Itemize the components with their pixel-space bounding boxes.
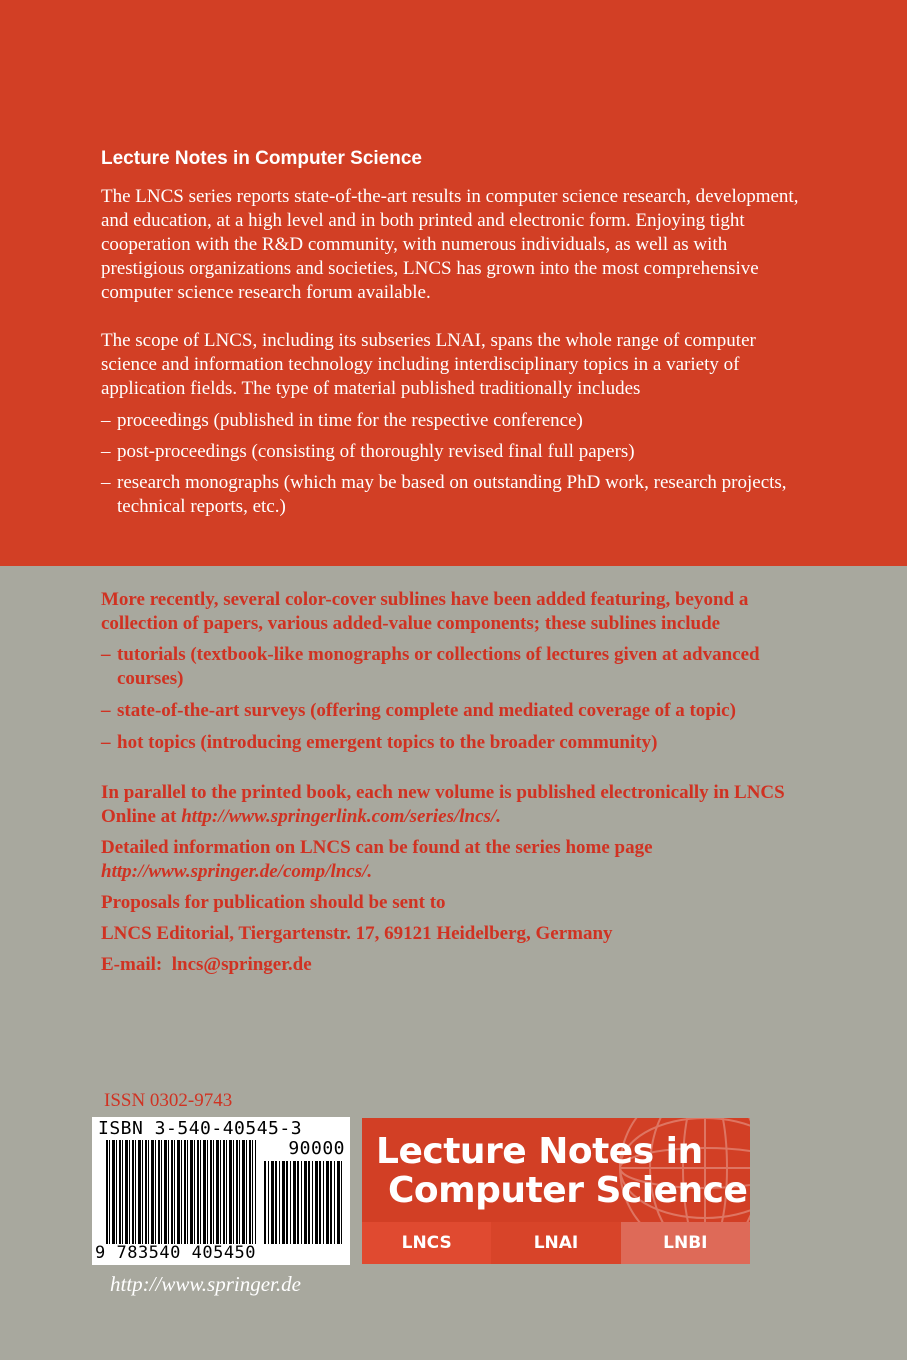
logo-title-line-2: Computer Science	[388, 1170, 748, 1211]
homepage-paragraph: Detailed information on LNCS can be found at the series home page http://www.springer.de/comp/lncs/.	[101, 837, 653, 882]
series-heading: Lecture Notes in Computer Science	[101, 148, 422, 169]
isbn-text: ISBN 3-540-40545-3	[98, 1118, 303, 1139]
logo-label-lncs: LNCS	[362, 1222, 491, 1264]
list-item: – post-proceedings (consisting of thoroughly revised final full papers)	[101, 441, 635, 462]
issn-text: ISSN 0302-9743	[104, 1090, 233, 1111]
logo-label-lnai: LNAI	[491, 1222, 620, 1264]
email-line: E-mail: lncs@springer.de	[101, 954, 312, 975]
logo-title-line-1: Lecture Notes in	[376, 1131, 703, 1172]
material-list	[101, 409, 801, 519]
proposals-text: Proposals for publication should be sent to	[101, 892, 446, 913]
sublines-list	[101, 643, 801, 755]
price-addon-text: 90000	[288, 1138, 345, 1159]
lncs-online-link[interactable]: http://www.springerlink.com/series/lncs/.	[181, 806, 501, 827]
homepage-link[interactable]: http://www.springer.de/comp/lncs/.	[101, 861, 373, 882]
list-item: – hot topics (introducing emergent topics to the broader community)	[101, 732, 658, 753]
grey-content	[101, 588, 801, 977]
barcode-addon-bars	[264, 1161, 342, 1244]
barcode	[92, 1117, 350, 1265]
online-paragraph: In parallel to the printed book, each new volume is published electronically in LNCS Online at http://www.springerlink.com/series/lncs/.	[101, 782, 785, 827]
logo-subseries-bar	[362, 1222, 750, 1264]
ean-text: 9 783540 405450	[95, 1243, 257, 1263]
sublines-paragraph: More recently, several color-cover sublines have been added featuring, beyond a collection of papers, various added-value components; these sublines include	[101, 589, 749, 634]
list-item: – proceedings (published in time for the respective conference)	[101, 410, 583, 431]
barcode-bars	[106, 1140, 256, 1244]
email-link[interactable]: lncs@springer.de	[171, 954, 312, 975]
list-item: – tutorials (textbook-like monographs or collections of lectures given at advanced courses)	[101, 644, 760, 689]
logo-label-lnbi: LNBI	[621, 1222, 750, 1264]
series-logo	[362, 1118, 750, 1264]
red-content	[101, 185, 801, 519]
publisher-website[interactable]: http://www.springer.de	[110, 1272, 301, 1296]
list-item: – state-of-the-art surveys (offering complete and mediated coverage of a topic)	[101, 700, 736, 721]
list-item: – research monographs (which may be based on outstanding PhD work, research projects, technical reports, etc.)	[101, 472, 787, 517]
scope-paragraph: The scope of LNCS, including its subseries LNAI, spans the whole range of computer science and information technology including interdisciplinary topics in a variety of application fields. The type of material published traditionally includes	[101, 330, 756, 399]
address-text: LNCS Editorial, Tiergartenstr. 17, 69121 Heidelberg, Germany	[101, 923, 613, 944]
description-paragraph: The LNCS series reports state-of-the-art results in computer science research, development, and education, at a high level and in both printed and electronic form. Enjoying tight cooperation with the R&D community, with numerous individuals, as well as with prestigious organizations and societies, LNCS has grown into the most comprehensive computer science research forum available.	[101, 186, 799, 303]
